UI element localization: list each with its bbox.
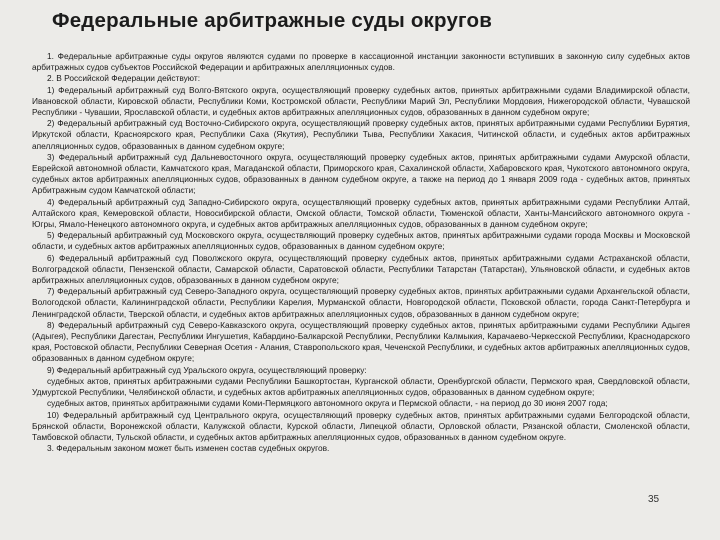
list-item-zapadno-sibirsky: 4) Федеральный арбитражный суд Западно-Сибирского округа, осуществляющий проверку судебных актов, принятых арбитражными судами Республики Алтай, Алтайского края, Кемеровской области, Новосибирской области, Омской области, Томской области, Тюменской области, Ханты-Мансийского автономного округа - Югры, Ямало-Ненецкого автономного округа, и судебных актов арбитражных апелляционных судов, образованных в данном судебном округе; <box>32 196 690 230</box>
uralsky-subitem-2: судебных актов, принятых арбитражными судами Коми-Пермяцкого автономного округа и Пермской области, - на период до 30 июня 2007 года; <box>47 398 608 409</box>
list-item-dalnevostochny: 3) Федеральный арбитражный суд Дальневосточного округа, осуществляющий проверку судебных актов, принятых арбитражными судами Амурской области, Еврейской автономной области, Камчатского края, Магаданской области, Приморского края, Сахалинской области, Хабаровского края, Чукотского автономного округа, судебных актов арбитражных апелляционных судов, образованных в данном судебном округе, а также на период до 1 января 2009 года - судебных актов, принятых Арбитражным судом Камчатской области; <box>32 151 690 196</box>
list-item-uralsky: 9) Федеральный арбитражный суд Уральского округа, осуществляющий проверку: <box>47 364 367 375</box>
list-item-moskovsky: 5) Федеральный арбитражный суд Московского округа, осуществляющий проверку судебных актов, принятых арбитражными судами города Москвы и Московской области, и судебных актов арбитражных апелляционных судов, образованных в данном судебном округе; <box>32 230 690 252</box>
paragraph-3: 3. Федеральным законом может быть изменен состав судебных округов. <box>47 443 330 454</box>
list-item-severo-kavkazsky: 8) Федеральный арбитражный суд Северо-Кавказского округа, осуществляющий проверку судебных актов, принятых арбитражными судами Республики Адыгея (Адыгея), Республики Дагестан, Республики Ингушетия, Кабардино-Балкарской Республики, Республики Калмыкия, Карачаево-Черкесской Республики, Краснодарского края, Ростовской области, Республики Северная Осетия - Алания, Ставропольского края, Чеченской Республики, и судебных актов арбитражных апелляционных судов, образованных в данном судебном округе; <box>32 319 690 364</box>
page-title: Федеральные арбитражные суды округов <box>52 9 493 32</box>
paragraph-2: 2. В Российской Федерации действуют: <box>47 73 201 84</box>
list-item-vostochno-sibirsky: 2) Федеральный арбитражный суд Восточно-Сибирского округа, осуществляющий проверку судебных актов, принятых арбитражными судами Республики Бурятия, Иркутской области, Красноярского края, Республики Саха (Якутия), Республики Тыва, Республики Хакасия, Читинской области, и судебных актов арбитражных апелляционных судов, образованных в данном судебном округе; <box>32 118 690 151</box>
list-item-volgo-vyatsky: 1) Федеральный арбитражный суд Волго-Вятского округа, осуществляющий проверку судебных актов, принятых арбитражными судами Владимирской области, Ивановской области, Кировской области, Республики Коми, Костромской области, Республики Марий Эл, Республики Мордовия, Нижегородской области, Чувашской Республики - Чувашии, Ярославской области, и судебных актов арбитражных апелляционных судов, образованных в данном судебном округе; <box>32 84 690 118</box>
list-item-centralny: 10) Федеральный арбитражный суд Центрального округа, осуществляющий проверку судебных актов, принятых арбитражными судами Белгородской области, Брянской области, Воронежской области, Калужской области, Курской области, Липецкой области, Орловской области, Рязанской области, Смоленской области, Тамбовской области, Тульской области, и судебных актов арбитражных апелляционных судов, образованных в данном судебном округе. <box>32 409 690 442</box>
list-item-povolzhsky: 6) Федеральный арбитражный суд Поволжского округа, осуществляющий проверку судебных актов, принятых арбитражными судами Астраханской области, Волгоградской области, Пензенской области, Самарской области, Саратовской области, Республики Татарстан (Татарстан), Ульяновской области, и судебных актов арбитражных апелляционных судов, образованных в данном судебном округе; <box>32 252 690 286</box>
page-number: 35 <box>648 494 660 505</box>
uralsky-subitem-1: судебных актов, принятых арбитражными судами Республики Башкортостан, Курганской области, Оренбургской области, Пермского края, Свердловской области, Удмуртской Республики, Челябинской области, и судебных актов арбитражных апелляционных судов, образованных в данном судебном округе; <box>32 375 690 398</box>
list-item-severo-zapadny: 7) Федеральный арбитражный суд Северо-Западного округа, осуществляющий проверку судебных актов, принятых арбитражными судами Архангельской области, Вологодской области, Калининградской области, Республики Карелия, Мурманской области, Новгородской области, Псковской области, города Санкт-Петербурга и Ленинградской области, Тверской области, и судебных актов арбитражных апелляционных судов, образованных в данном судебном округе; <box>32 286 690 319</box>
document-body <box>32 51 690 454</box>
paragraph-1: 1. Федеральные арбитражные суды округов являются судами по проверке в кассационной инстанции законности вступивших в законную силу судебных актов арбитражных судов субъектов Российской Федерации и арбитражных апелляционных судов. <box>32 51 690 73</box>
